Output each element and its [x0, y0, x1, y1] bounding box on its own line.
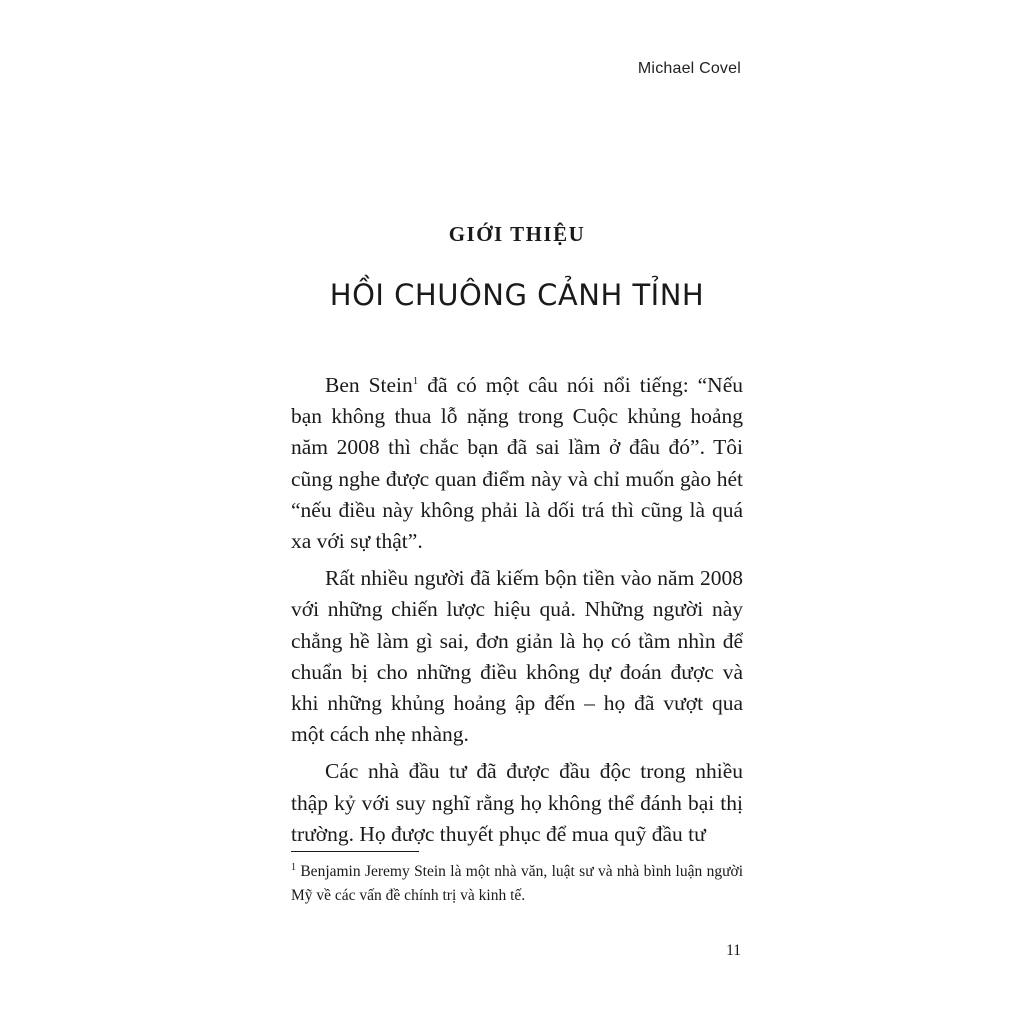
footnote-text: Benjamin Jeremy Stein là một nhà văn, luật sư và nhà bình luận người Mỹ về các vấn đề chính trị và kinh tế.	[291, 863, 743, 904]
paragraph-3: Các nhà đầu tư đã được đầu độc trong nhiều thập kỷ với suy nghĩ rằng họ không thể đánh bại thị trường. Họ được thuyết phục để mua quỹ đầu tư	[291, 759, 743, 846]
chapter-label: GIỚI THIỆU	[448, 222, 586, 246]
page-number: 11	[726, 942, 741, 959]
footnote	[291, 860, 743, 908]
running-head-author: Michael Covel	[637, 60, 741, 77]
paragraph-2: Rất nhiều người đã kiếm bộn tiền vào năm 2008 với những chiến lược hiệu quả. Những người này chẳng hề làm gì sai, đơn giản là họ có tầm nhìn để chuẩn bị cho những điều không dự đoán được và khi những khủng hoảng ập đến – họ đã vượt qua một cách nhẹ nhàng.	[291, 566, 743, 747]
footnote-marker: 1	[291, 861, 296, 873]
footnote-reference: 1	[412, 374, 419, 387]
paragraph-1-rest: đã có một câu nói nổi tiếng: “Nếu bạn không thua lỗ nặng trong Cuộc khủng hoảng năm 2008 thì chắc bạn đã sai lầm ở đâu đó”. Tôi cũng nghe được quan điểm này và chỉ muốn gào hét “nếu điều này không phải là dối trá thì cũng là quá xa với sự thật”.	[291, 373, 743, 554]
chapter-title: HỒI CHUÔNG CẢNH TỈNH	[329, 278, 705, 312]
body-text	[291, 370, 743, 856]
footnote-separator-rule	[291, 851, 419, 852]
paragraph-1	[291, 370, 743, 557]
paragraph-1-lead: Ben Stein	[325, 373, 413, 397]
